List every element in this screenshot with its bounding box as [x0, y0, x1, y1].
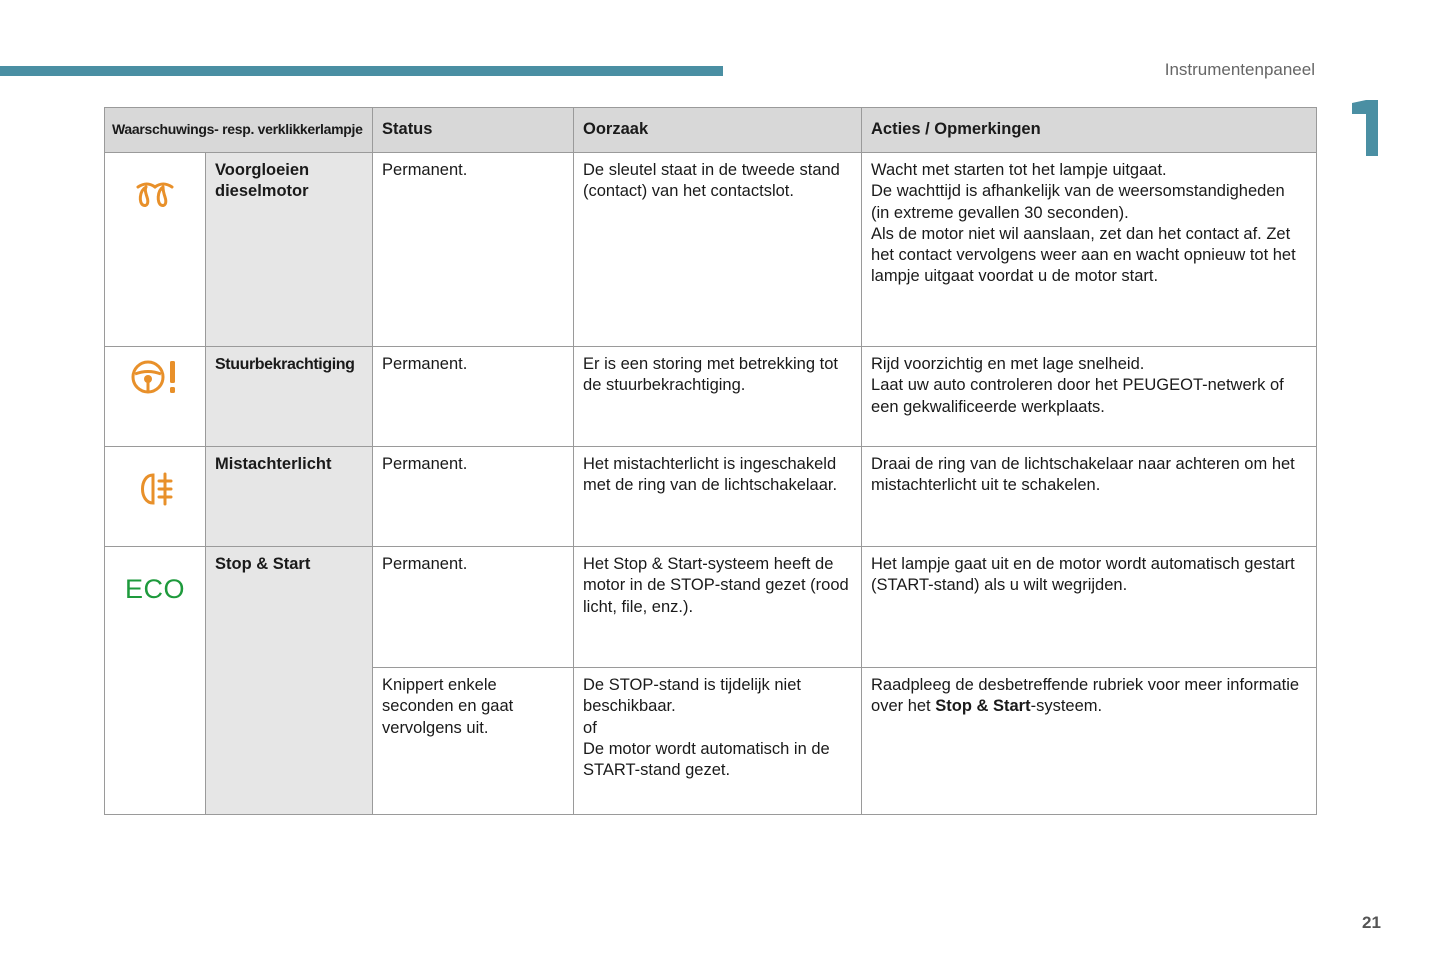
action-line: Wacht met starten tot het lampje uitgaat. — [871, 161, 1167, 179]
status-cell: Permanent. — [373, 447, 574, 547]
column-header-actions: Acties / Opmerkingen — [862, 108, 1317, 153]
column-header-status: Status — [373, 108, 574, 153]
glow-plug-icon — [135, 181, 175, 211]
icon-cell — [105, 447, 206, 547]
cause-line: De STOP-stand is tijdelijk niet beschikbaar. — [583, 676, 801, 716]
actions-cell — [862, 347, 1317, 447]
icon-cell — [105, 547, 206, 815]
icon-cell — [105, 153, 206, 347]
table-header-row — [105, 108, 1317, 153]
actions-cell — [862, 668, 1317, 815]
action-text: -systeem. — [1030, 697, 1103, 716]
accent-bar — [0, 66, 723, 76]
cause-line: of — [583, 718, 597, 737]
action-line: Het lampje gaat uit en de motor wordt automatisch gestart (START-stand) als u wilt wegrijden. — [871, 555, 1295, 595]
status-cell: Permanent. — [373, 547, 574, 668]
lamp-name: Stuurbekrachtiging — [206, 347, 373, 447]
icon-cell — [105, 347, 206, 447]
section-title: Instrumentenpaneel — [1164, 60, 1315, 79]
lamp-name: Mistachterlicht — [206, 447, 373, 547]
action-line: Als de motor niet wil aanslaan, zet dan het contact af. Zet het contact vervolgens weer aan en wacht opnieuw tot het lampje uitgaat voordat u de motor start. — [871, 224, 1296, 286]
lamp-name: Stop & Start — [206, 547, 373, 815]
actions-cell — [862, 153, 1317, 347]
action-line: De wachttijd is afhankelijk van de weersomstandigheden (in extreme gevallen 30 seconden). — [871, 182, 1285, 222]
table-row — [105, 347, 1317, 447]
actions-cell — [862, 447, 1317, 547]
warning-lamps-table — [104, 107, 1317, 815]
table-row — [105, 447, 1317, 547]
status-cell: Permanent. — [373, 153, 574, 347]
cause-cell — [574, 668, 862, 815]
status-cell: Permanent. — [373, 347, 574, 447]
cause-cell: Het mistachterlicht is ingeschakeld met de ring van de lichtschakelaar. — [574, 447, 862, 547]
cause-cell: Er is een storing met betrekking tot de stuurbekrachtiging. — [574, 347, 862, 447]
column-header-lamp: Waarschuwings- resp. verklikkerlampje — [105, 108, 373, 153]
action-line: Laat uw auto controleren door het PEUGEOT-netwerk of een gekwalificeerde werkplaats. — [871, 376, 1284, 416]
eco-icon — [123, 573, 187, 603]
lamp-name: Voorgloeien dieselmotor — [206, 153, 373, 347]
table-row — [105, 547, 1317, 668]
action-text: Raadpleeg de desbetreffende rubriek voor meer informatie over het — [871, 676, 1300, 716]
page-number: 21 — [1362, 913, 1381, 932]
power-steering-warning-icon — [130, 357, 180, 397]
action-emphasis: Stop & Start — [935, 697, 1031, 716]
table-row — [105, 153, 1317, 347]
status-cell: Knippert enkele seconden en gaat vervolgens uit. — [373, 668, 574, 815]
chapter-number — [1352, 100, 1378, 156]
action-line: Rijd voorzichtig en met lage snelheid. — [871, 355, 1145, 373]
cause-cell: De sleutel staat in de tweede stand (contact) van het contactslot. — [574, 153, 862, 347]
svg-text:ECO: ECO — [124, 574, 186, 603]
chapter-number-glyph — [1352, 100, 1378, 156]
column-header-cause: Oorzaak — [574, 108, 862, 153]
rear-fog-light-icon — [135, 471, 175, 507]
actions-cell — [862, 547, 1317, 668]
action-line: Draai de ring van de lichtschakelaar naar achteren om het mistachterlicht uit te schakelen. — [871, 455, 1295, 495]
cause-line: De motor wordt automatisch in de START-stand gezet. — [583, 739, 830, 780]
cause-cell: Het Stop & Start-systeem heeft de motor in de STOP-stand gezet (rood licht, file, enz.). — [574, 547, 862, 668]
